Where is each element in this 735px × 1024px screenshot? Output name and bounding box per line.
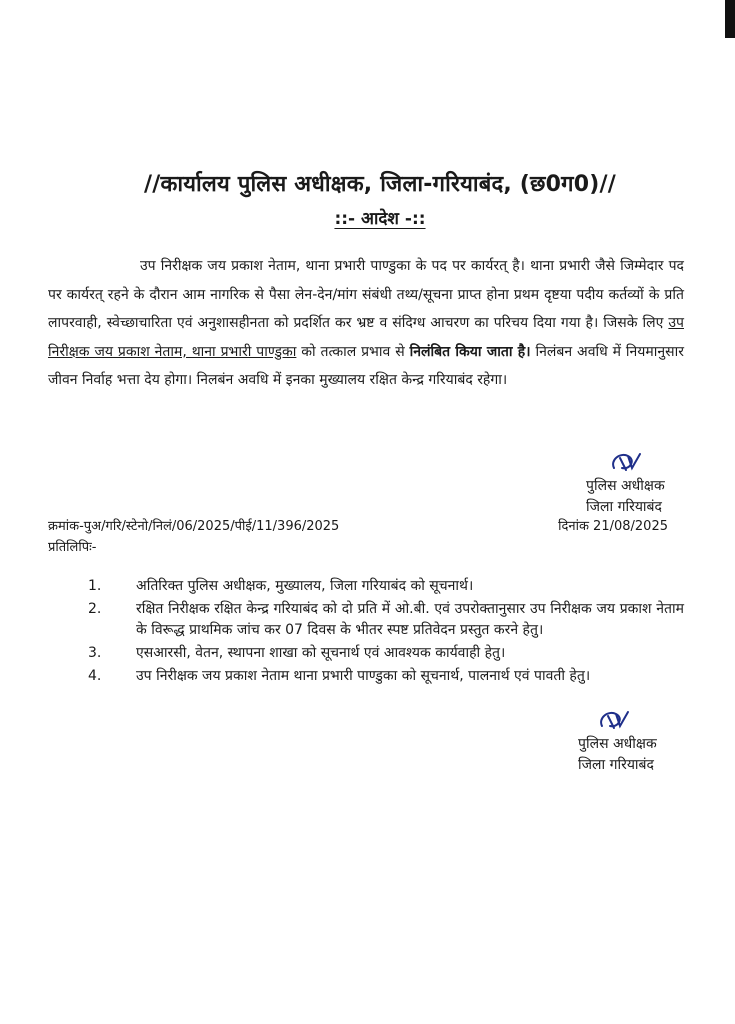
scan-edge-mark bbox=[725, 0, 735, 38]
order-subheading bbox=[40, 206, 720, 229]
list-item-text: रक्षित निरीक्षक रक्षित केन्द्र गरियाबंद को दो प्रति में ओ.बी. एवं उपरोक्तानुसार उप निरीक्षक जय प्रकाश नेताम के विरूद्ध प्राथमिक जांच कर 07 दिवस के भीतर स्पष्ट प्रतिवेदन प्रस्तुत करने हेतु। bbox=[136, 601, 684, 638]
signature-block-1 bbox=[586, 448, 665, 518]
list-item bbox=[88, 599, 684, 641]
reference-line bbox=[48, 516, 668, 534]
signature-1-place: जिला गरियाबंद bbox=[586, 499, 662, 515]
list-item-number: 2. bbox=[88, 601, 102, 617]
list-item-text: एसआरसी, वेतन, स्थापना शाखा को सूचनार्थ एवं आवश्यक कार्यवाही हेतु। bbox=[136, 645, 506, 661]
order-subheading-text: ::- आदेश -:: bbox=[334, 209, 426, 229]
list-item-text: अतिरिक्त पुलिस अधीक्षक, मुख्यालय, जिला गरियाबंद को सूचनार्थ। bbox=[136, 578, 474, 594]
signature-block-2 bbox=[578, 706, 657, 776]
office-heading: //कार्यालय पुलिस अधीक्षक, जिला-गरियाबंद, (छ0ग0)// bbox=[144, 172, 616, 197]
reference-date: दिनांक 21/08/2025 bbox=[558, 519, 668, 534]
copy-list bbox=[88, 576, 684, 689]
list-item-number: 3. bbox=[88, 645, 102, 661]
list-item-text: उप निरीक्षक जय प्रकाश नेताम थाना प्रभारी पाण्डुका को सूचनार्थ, पालनार्थ एवं पावती हेतु। bbox=[136, 668, 591, 684]
list-item bbox=[88, 666, 684, 687]
list-item bbox=[88, 643, 684, 664]
signature-2-title: पुलिस अधीक्षक bbox=[578, 736, 657, 752]
signature-1-title: पुलिस अधीक्षक bbox=[586, 478, 665, 494]
list-item-number: 4. bbox=[88, 668, 102, 684]
signature-icon bbox=[594, 706, 638, 734]
body-part-2: को तत्काल प्रभाव से bbox=[301, 343, 405, 360]
body-part-1: उप निरीक्षक जय प्रकाश नेताम, थाना प्रभारी पाण्डुका के पद पर कार्यरत् है। थाना प्रभारी जैसे जिम्मेदार पद पर कार्यरत् रहने के दौरान आम नागरिक से पैसा लेन-देन/मांग संबंधी तथ्य/सूचना प्राप्त होना प्रथम दृष्टया पदीय कर्तव्यों के प्रति लापरवाही, स्वेच्छाचारिता एवं अनुशासहीनता को प्रदर्शित कर भ्रष्ट व संदिग्ध आचरण का परिचय दिया गया है। जिसके लिए bbox=[48, 258, 684, 331]
order-body bbox=[48, 252, 684, 395]
body-suspension-bold: निलंबित किया जाता है। bbox=[409, 343, 531, 360]
list-item-number: 1. bbox=[88, 578, 102, 594]
signature-2-place: जिला गरियाबंद bbox=[578, 757, 654, 773]
copy-label: प्रतिलिपिः- bbox=[48, 540, 97, 555]
list-item bbox=[88, 576, 684, 597]
body-underlined-name: उप निरीक्षक जय प्रकाश नेताम, थाना प्रभारी पाण्डुका bbox=[48, 315, 684, 360]
body-part-3: निलंबन अवधि में नियमानुसार जीवन निर्वाह भत्ता देय होगा। निलबंन अवधि में इनका मुख्यालय रक्षित केन्द्र गरियाबंद रहेगा। bbox=[48, 343, 684, 388]
reference-number: क्रमांक-पुअ/गरि/स्टेनो/निलं/06/2025/पीई/11/396/2025 bbox=[48, 519, 340, 534]
signature-icon bbox=[606, 448, 650, 476]
